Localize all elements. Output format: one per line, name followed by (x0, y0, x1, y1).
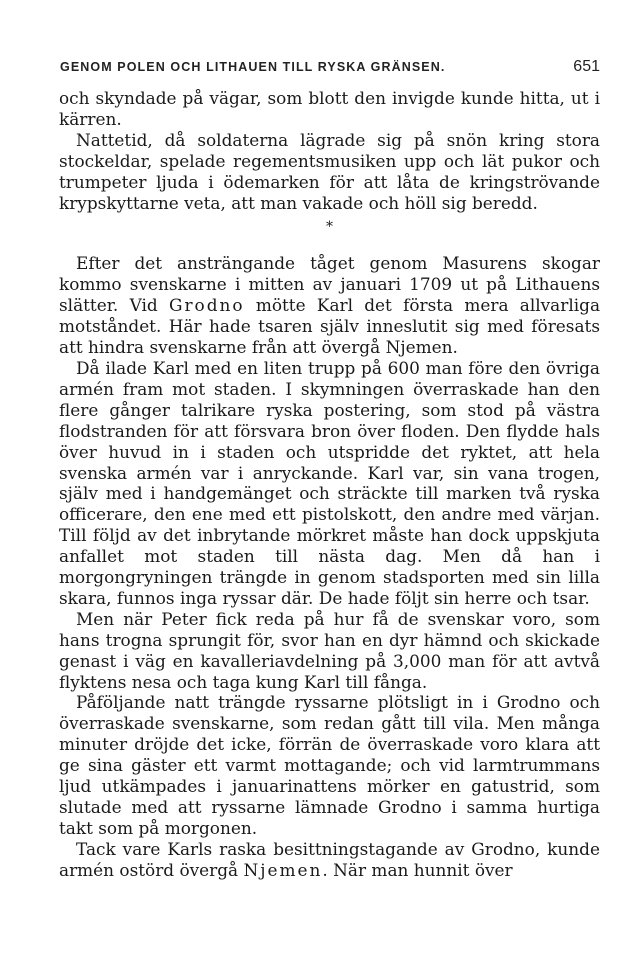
masuren-sentence: Efter det ansträngande tåget genom Masurens skogar kommo svenskarne i mitten av januari 1709 ut på Lithauens slätter. (59, 253, 600, 316)
grodno-spaced: Grodno (168, 295, 245, 316)
njemen-spaced: Njemen (243, 859, 323, 880)
paragraph-continuation: och skyndade på vägar, som blott den invigde kunde hitta, ut i kärren. (59, 88, 600, 129)
page-header (60, 58, 600, 76)
running-head: GENOM POLEN OCH LITHAUEN TILL RYSKA GRÄNSEN. (60, 60, 446, 74)
page-number: 651 (573, 58, 600, 75)
grodno-pre: Vid (129, 295, 169, 316)
paragraph-night-attack: Påföljande natt trängde ryssarne plötsligt in i Grodno och överraskade svenskarne, som redan gått till vila. Men många minuter dröjde det icke, förrän de överraskade voro klara att ge sina gäster ett varmt mottagande; och vid larmtrummans ljud utkämpades i januarinattens mörker en gatustrid, som slutade med att ryssarne lämnade Grodno i samma hurtiga takt som på morgonen. (59, 692, 600, 838)
paragraph-njemen (59, 839, 600, 881)
paragraph-karl-advance: Då ilade Karl med en liten trupp på 600 man före den övriga armén fram mot staden. I skymningen överraskade han den flere gånger talrikare ryska postering, som stod på västra flodstranden för att försvara bron över floden. Den flydde hals över huvud in i staden och utspridde det ryktet, att hela svenska armén var i anryckande. Karl var, sin vana trogen, själv med i handgemänget och sträckte till marken två ryska officerare, den ene med ett pistolskott, den andre med värjan. Till följd av det inbrytande mörkret måste han dock uppskjuta anfallet mot staden till nästa dag. Men då han i morgongryningen trängde in genom stadsporten med sin lilla skara, funnos inga ryssar där. De hade följt sin herre och tsar. (59, 357, 600, 608)
njemen-pre: Tack vare Karls raska besittningstagande av Grodno, kunde armén ostörd övergå (59, 838, 600, 880)
page-body (59, 88, 600, 881)
paragraph-masuren (59, 253, 600, 358)
grodno-post: mötte Karl det första mera allvarliga motståndet. Här hade tsaren själv inneslutit sig med föresats att hindra svenskarne från att övergå Njemen. (59, 295, 601, 358)
paragraph-night-camp: Nattetid, då soldaterna lägrade sig på snön kring stora stockeldar, spelade regementsmusiken upp och lät pukor och trumpeter ljuda i ödemarken för att låta de kringströvande krypskyttarne veta, att man vakade och höll sig beredd. (59, 129, 600, 213)
njemen-post: . När man hunnit över (322, 859, 513, 880)
paragraph-peter-revenge: Men när Peter fick reda på hur få de svenskar voro, som hans trogna sprungit för, svor han en dyr hämnd och skickade genast i väg en kavalleriavdelning på 3,000 man för att avtvå flyktens nesa och taga kung Karl till fånga. (59, 608, 600, 692)
section-separator: * (326, 219, 333, 236)
